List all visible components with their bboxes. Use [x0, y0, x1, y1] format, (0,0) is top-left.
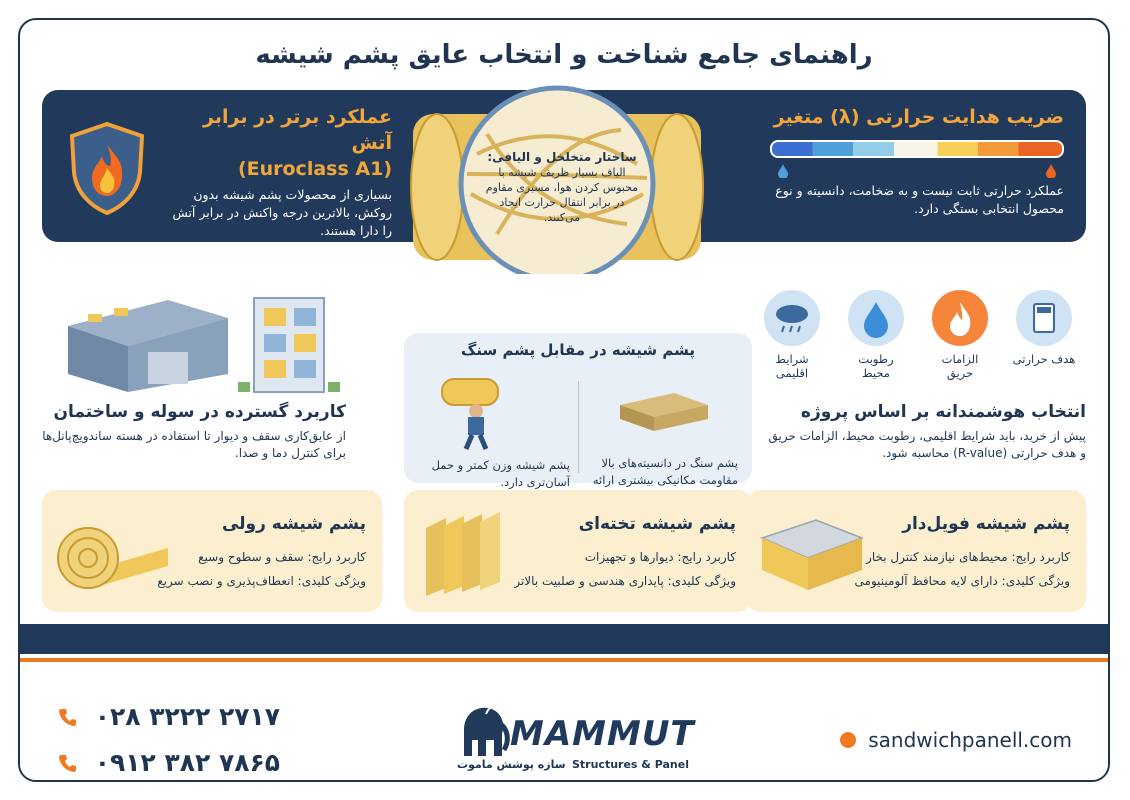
rain-cloud-icon: [764, 290, 820, 346]
water-drop-icon: [848, 290, 904, 346]
product-card-foil: [746, 490, 1086, 612]
website-link[interactable]: [840, 728, 1072, 752]
rock-wool-compare-text: پشم سنگ در دانسیته‌های بالا مقاومت مکانیکی بیشتری ارائه: [592, 456, 738, 487]
rock-wool-slab-illustration: [614, 389, 714, 435]
website-text: sandwichpanell.com: [868, 728, 1072, 752]
fire-title-line1: عملکرد برتر در برابر آتش: [203, 106, 392, 154]
glass-vs-rock-panel: [404, 333, 752, 489]
glass-wool-roll-icon: [52, 508, 172, 596]
warehouse-and-building-illustration: [58, 278, 358, 394]
usage-text: از عایق‌کاری سقف و دیوار تا استفاده در هسته ساندویچ‌پانل‌ها برای کنترل دما و صدا.: [42, 429, 346, 460]
fire-performance-block: [162, 104, 392, 240]
fire-icon: [932, 290, 988, 346]
icon-label-climate: شرایط اقلیمی: [775, 352, 809, 380]
phone-number-2-text: ۰۹۱۲ ۳۸۲ ۷۸۶۵: [94, 748, 280, 777]
fire-shield-icon: [66, 120, 148, 216]
conductivity-text: عملکرد حرارتی ثابت نیست و به ضخامت، دانسیته و نوع محصول انتخابی بستگی دارد.: [775, 183, 1064, 216]
selection-title: انتخاب هوشمندانه بر اساس پروژه: [800, 402, 1086, 422]
phone-icon: [58, 753, 78, 773]
fiber-structure-text: [482, 150, 642, 225]
infographic-frame: [18, 18, 1110, 782]
brand-persian-name: سازه پوشش ماموت: [457, 758, 566, 771]
product-feature-foil: ویژگی کلیدی: دارای لایه محافظ آلومینیومی: [854, 574, 1070, 588]
mammoth-logo-icon: [456, 700, 512, 758]
product-card-roll: [42, 490, 382, 612]
phone-icon: [58, 707, 78, 727]
product-card-board: [404, 490, 752, 612]
product-title-roll: پشم شیشه رولی: [221, 514, 366, 534]
product-usage-foil: کاربرد رایج: محیط‌های نیازمند کنترل بخار: [866, 550, 1070, 564]
icon-label-humidity: رطوبت محیط: [858, 352, 894, 380]
conductivity-title: ضریب هدایت حرارتی (λ) متغیر: [773, 106, 1064, 128]
product-usage-roll: کاربرد رایج: سقف و سطوح وسیع: [198, 550, 366, 564]
usage-title: کاربرد گسترده در سوله و ساختمان: [53, 402, 346, 422]
icon-item-fire: [928, 290, 992, 380]
fiber-title: ساختار متخلخل و الیافی:: [487, 150, 637, 164]
compare-divider: [578, 381, 579, 473]
thermal-gradient-bar: [770, 140, 1064, 158]
icon-label-fire: الزامات حریق: [941, 352, 979, 380]
product-feature-board: ویژگی کلیدی: پایداری هندسی و صلبیت بالاتر: [514, 574, 736, 588]
usage-block: [26, 402, 346, 462]
product-feature-roll: ویژگی کلیدی: انعطاف‌پذیری و نصب سریع: [157, 574, 366, 588]
fire-text: بسیاری از محصولات پشم شیشه بدون روکش، بالاترین درجه واکنش در برابر آتش را دارا هستند.: [172, 187, 392, 238]
selection-block: [766, 402, 1086, 462]
brand-name: MAMMUT: [510, 714, 695, 754]
icon-label-thermal: هدف حرارتی: [1012, 352, 1076, 366]
phone-number-1-text: ۰۲۸ ۳۲۲۲ ۲۷۱۷: [94, 702, 280, 731]
icon-item-humidity: [844, 290, 908, 380]
product-usage-board: کاربرد رایج: دیوارها و تجهیزات: [584, 550, 736, 564]
cold-drop-icon: [778, 164, 788, 178]
compare-title: پشم شیشه در مقابل پشم سنگ: [461, 341, 695, 359]
hot-drop-icon: [1046, 164, 1056, 178]
product-title-foil: پشم شیشه فویل‌دار: [902, 514, 1070, 534]
icon-item-climate: [760, 290, 824, 380]
fire-title-line2: (Euroclass A1): [237, 158, 392, 180]
foil-faced-glass-wool-icon: [756, 508, 866, 596]
page-title: راهنمای جامع شناخت و انتخاب عایق پشم شیشه: [255, 40, 873, 70]
phone-number-2[interactable]: [58, 748, 280, 777]
selection-text: پیش از خرید، باید شرایط اقلیمی، رطوبت محیط، الزامات حریق و هدف حرارتی (R-value) محاسبه شود.: [768, 429, 1086, 460]
phone-number-1[interactable]: [58, 702, 280, 731]
calculator-icon: [1016, 290, 1072, 346]
brand-subtitle: Structures & Panel: [572, 758, 689, 771]
selection-icons-row: [746, 290, 1076, 380]
product-title-board: پشم شیشه تخته‌ای: [578, 514, 736, 534]
globe-icon: [840, 732, 856, 748]
glass-wool-board-icon: [416, 508, 516, 598]
icon-item-thermal: [1012, 290, 1076, 366]
fiber-desc: الیاف بسیار ظریف شیشه با محبوس کردن هوا، مسیری مقاوم در برابر انتقال حرارت ایجاد می‌کنند.: [485, 166, 639, 224]
glass-wool-compare-text: پشم شیشه وزن کمتر و حمل آسان‌تری دارد.: [431, 458, 570, 489]
worker-carrying-roll-illustration: [432, 371, 512, 451]
footer-navy-band: [20, 624, 1108, 654]
hero-band: [42, 90, 1086, 242]
conductivity-block: [744, 104, 1064, 218]
footer: [20, 662, 1108, 782]
